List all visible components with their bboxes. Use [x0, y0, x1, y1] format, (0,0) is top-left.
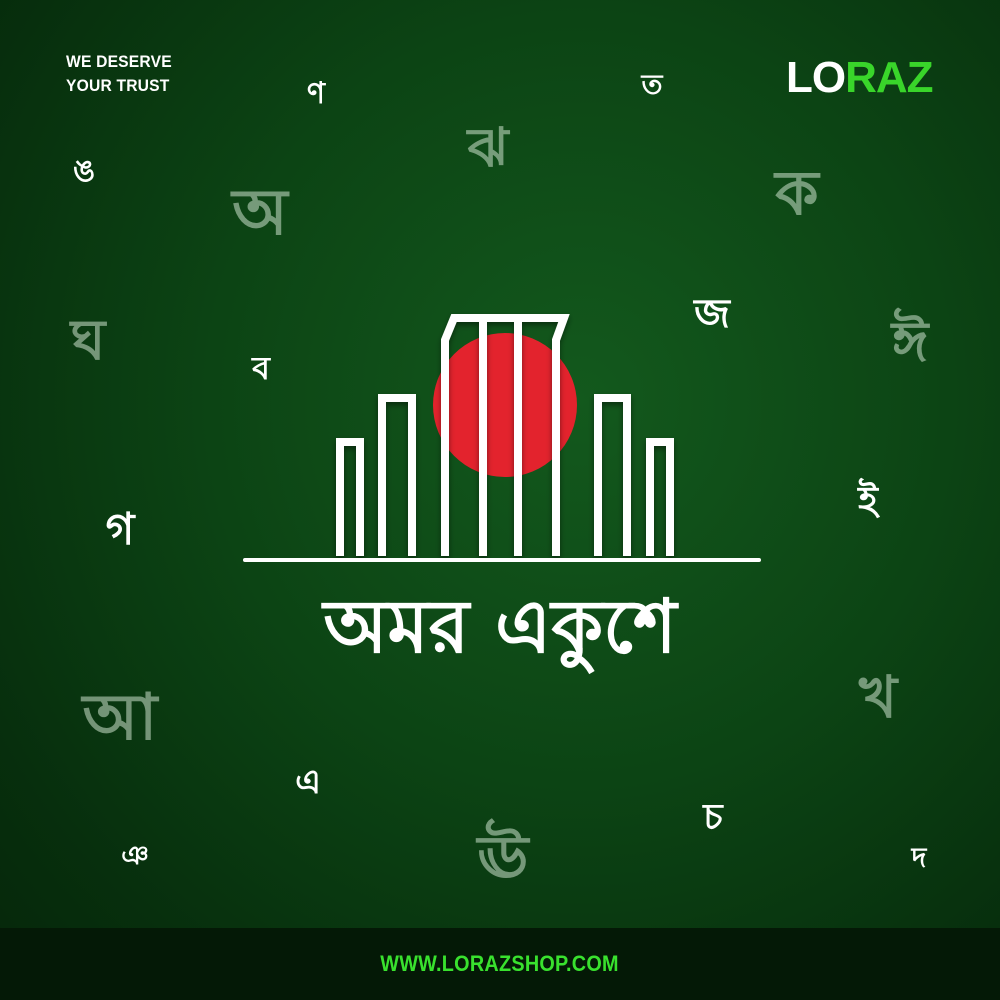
letter-uu: ঊ [477, 823, 529, 893]
footer-bar [0, 928, 1000, 1000]
letter-e: এ [295, 762, 321, 802]
letter-ba: ব [252, 349, 270, 387]
letter-o: অ [232, 176, 288, 250]
letter-ca: চ [703, 797, 723, 838]
shaheed-minar-illustration [320, 308, 680, 558]
letter-gha: ঘ [70, 308, 106, 373]
brand-logo [786, 52, 933, 104]
letter-ja: জ [694, 291, 730, 337]
tagline-line-2: YOUR TRUST [66, 76, 170, 95]
letter-ta: ত [641, 68, 663, 101]
letter-nya: ঞ [121, 841, 149, 871]
letter-ga: গ [105, 504, 135, 555]
pillar-right-outer [650, 442, 670, 556]
letter-nga: ঙ [72, 154, 96, 189]
pillar-left-outer [340, 442, 360, 556]
letter-kha: খ [858, 663, 898, 731]
letter-nna: ণ [306, 76, 326, 111]
divider-line [243, 558, 761, 562]
website-url[interactable]: WWW.LORAZSHOP.COM [380, 951, 620, 976]
letter-jha: ঝ [467, 116, 509, 179]
tagline [66, 50, 172, 98]
brand-logo-part-1: LO [786, 53, 846, 102]
headline: অমর একুশে [323, 584, 677, 670]
letter-ka: ক [775, 156, 819, 229]
letter-i: ই [858, 478, 878, 522]
letter-ii: ঈ [891, 310, 929, 375]
brand-logo-part-2: RAZ [845, 53, 933, 102]
letter-aa: আ [82, 681, 158, 755]
tagline-line-1: WE DESERVE [66, 52, 172, 71]
pillar-right-inner [598, 398, 627, 556]
letter-da: দ [911, 841, 927, 874]
pillar-left-inner [382, 398, 412, 556]
